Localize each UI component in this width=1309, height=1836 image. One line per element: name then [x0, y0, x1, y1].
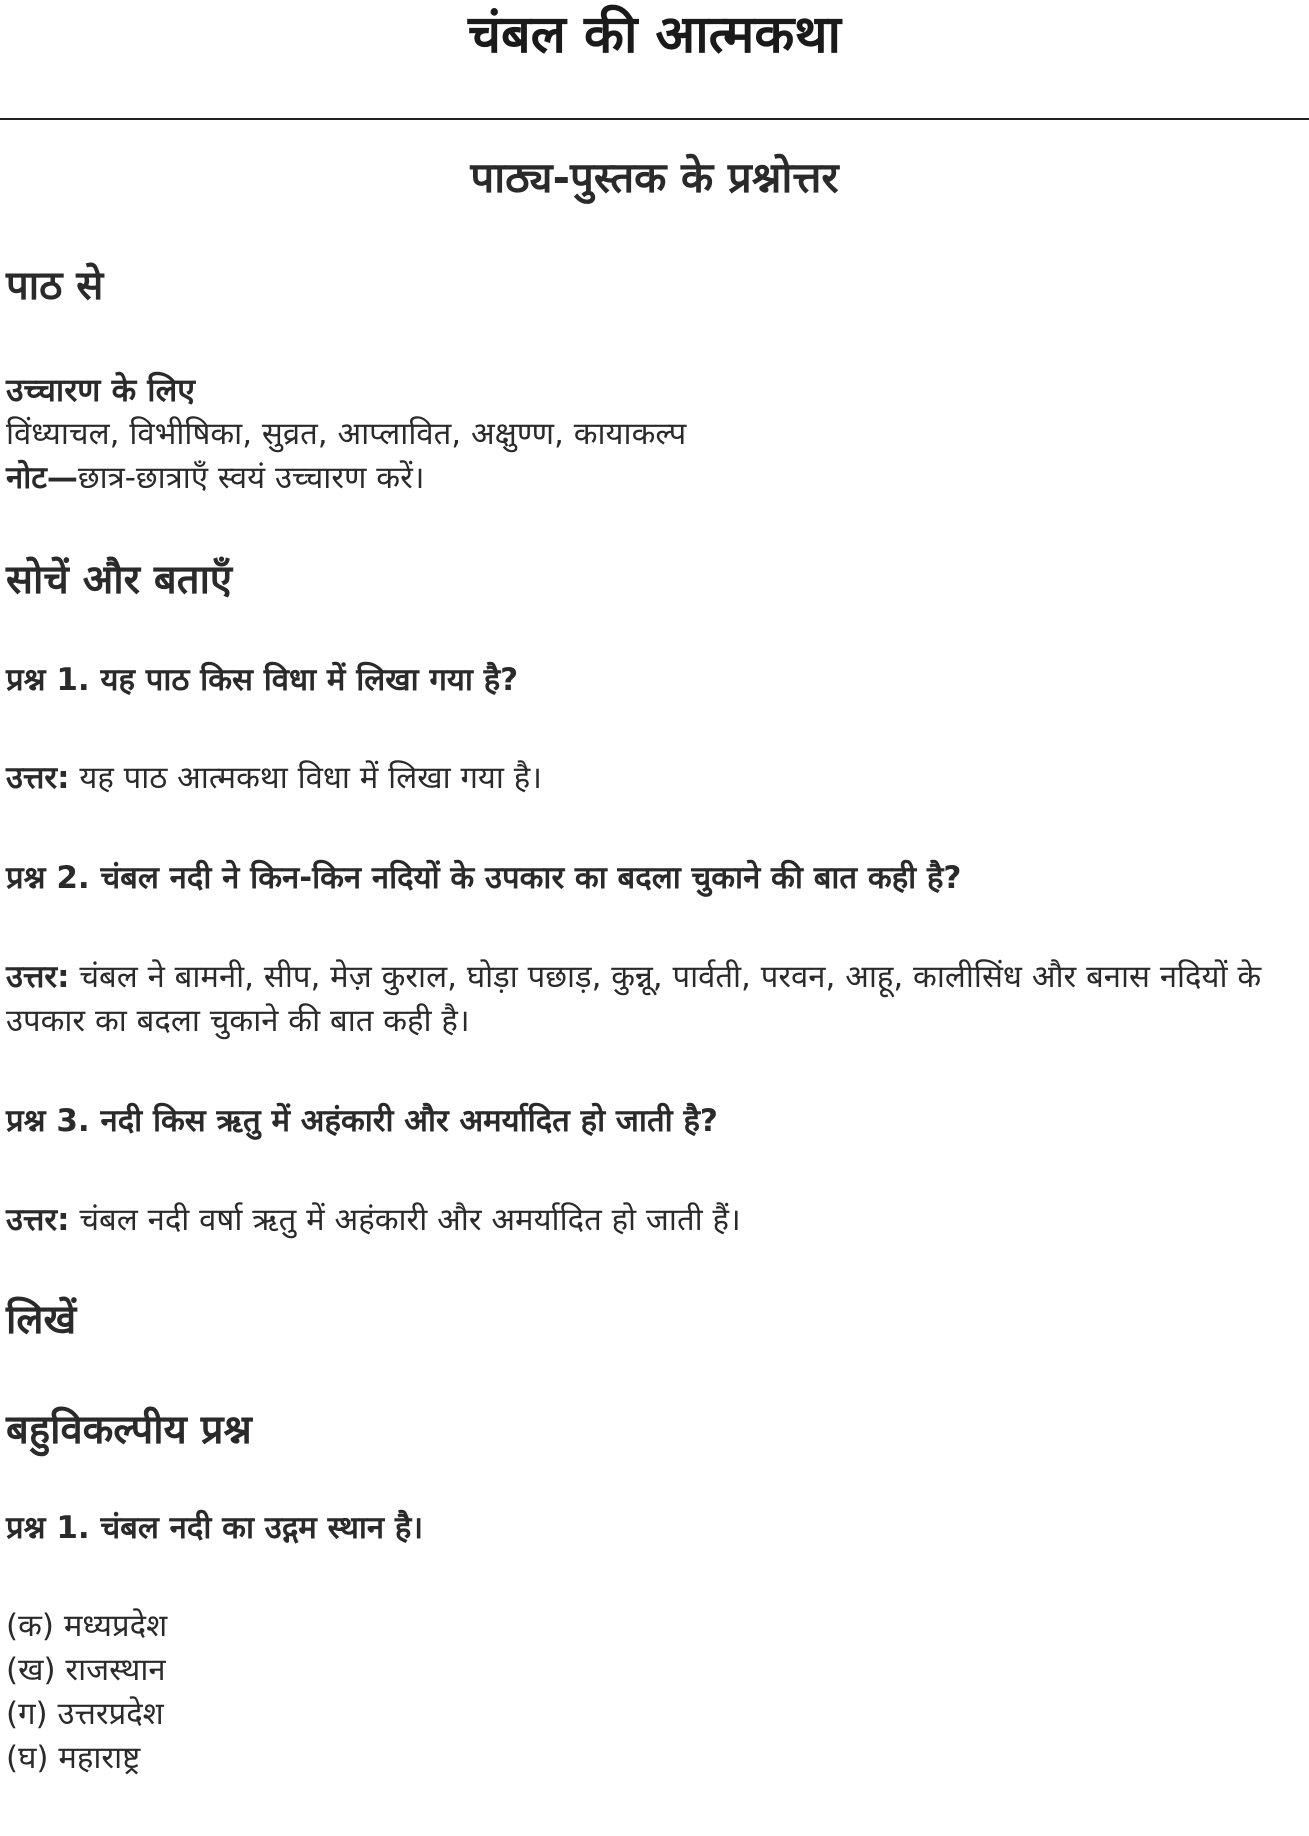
pronunciation-heading: उच्चारण के लिए: [6, 371, 195, 409]
question-2: प्रश्न 2. चंबल नदी ने किन-किन नदियों के उपकार का बदला चुकाने की बात कही है?: [6, 860, 962, 896]
answer-3: [6, 1198, 1289, 1242]
mcq-options: [6, 1604, 1289, 1780]
pronunciation-note: [6, 456, 1289, 500]
note-label: नोट—: [6, 460, 78, 496]
heading-likhen: लिखें: [6, 1297, 77, 1343]
mcq-option-ga: (ग) उत्तरप्रदेश: [6, 1696, 164, 1732]
mcq-option-gha: (घ) महाराष्ट्र: [6, 1740, 141, 1776]
heading-mcq: बहुविकल्पीय प्रश्न: [6, 1407, 252, 1453]
title-divider: [0, 118, 1309, 120]
answer-text: यह पाठ आत्मकथा विधा में लिखा गया है।: [69, 760, 542, 796]
question-1: प्रश्न 1. यह पाठ किस विधा में लिखा गया है?: [6, 662, 519, 698]
answer-2: [6, 955, 1289, 1043]
answer-text: चंबल ने बामनी, सीप, मेज़ कुराल, घोड़ा पछाड़, कुन्नू, पार्वती, परवन, आहू, कालीसिंध और बनास नदियों के उपकार का बदला चुकाने की बात कही है।: [6, 959, 1262, 1039]
heading-soche-aur-bataen: सोचें और बताएँ: [6, 557, 233, 603]
page-title: चंबल की आत्मकथा: [467, 5, 842, 65]
pronunciation-words: विंध्याचल, विभीषिका, सुव्रत, आप्लावित, अक्षुण्ण, कायाकल्प: [6, 416, 687, 452]
answer-label: उत्तर:: [6, 1202, 70, 1238]
heading-path-se: पाठ से: [6, 263, 104, 309]
answer-label: उत्तर:: [6, 760, 70, 796]
answer-label: उत्तर:: [6, 959, 70, 995]
mcq-question-1: प्रश्न 1. चंबल नदी का उद्गम स्थान है।: [6, 1510, 424, 1546]
answer-1: [6, 756, 1289, 800]
pronunciation-block: [6, 368, 1289, 500]
mcq-option-kha: (ख) राजस्थान: [6, 1652, 166, 1688]
answer-text: चंबल नदी वर्षा ऋतु में अहंकारी और अमर्यादित हो जाती हैं।: [69, 1202, 741, 1238]
note-text: छात्र-छात्राएँ स्वयं उच्चारण करें।: [77, 460, 425, 496]
question-3: प्रश्न 3. नदी किस ऋतु में अहंकारी और अमर्यादित हो जाती है?: [6, 1103, 718, 1139]
mcq-option-ka: (क) मध्यप्रदेश: [6, 1608, 168, 1644]
section-title: पाठ्य-पुस्तक के प्रश्नोत्तर: [470, 153, 839, 202]
